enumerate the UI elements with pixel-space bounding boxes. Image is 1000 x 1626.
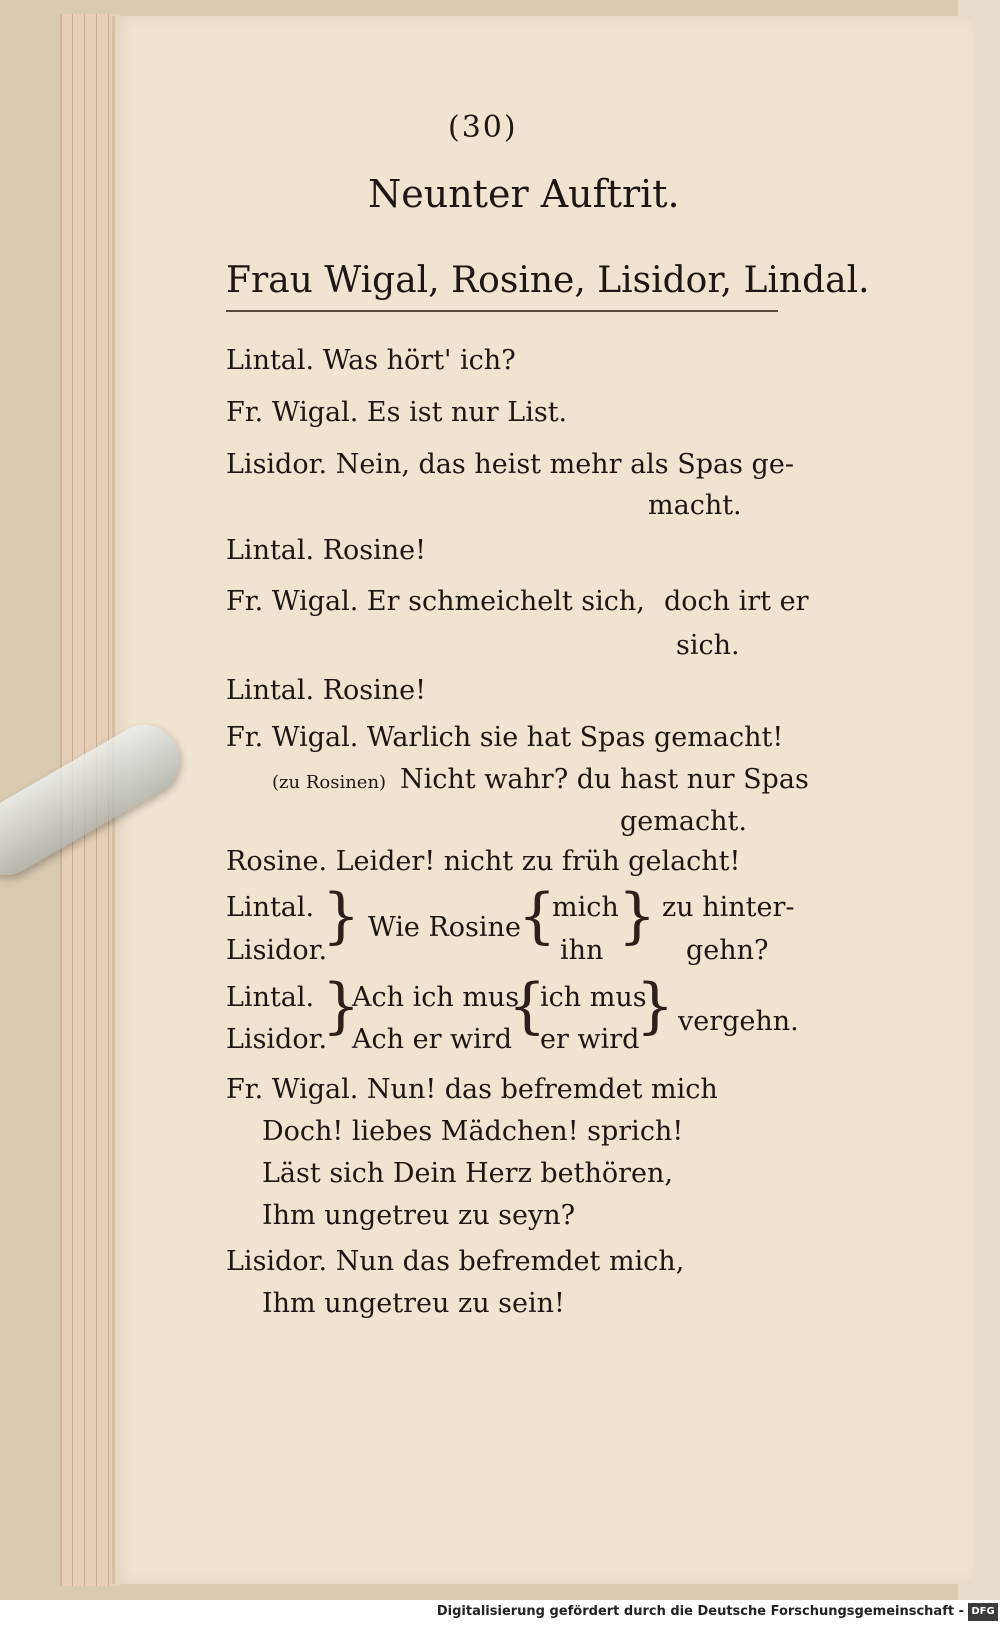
speaker-name: Lisidor.: [226, 1024, 328, 1055]
duet-text: gehn?: [686, 935, 769, 966]
cast-list: Frau Wigal, Rosine, Lisidor, Lindal.: [226, 260, 870, 301]
footer-credit: Digitalisierung gefördert durch die Deutsche Forschungsgemeinschaft -: [436, 1604, 964, 1619]
text-line: Fr. Wigal. Er schmeichelt sich,: [226, 586, 645, 617]
duet-text: Wie Rosine: [368, 912, 521, 943]
text-line: Fr. Wigal. Nun! das befremdet mich: [226, 1074, 718, 1105]
cast-underline: [226, 310, 778, 312]
brace-left: {: [508, 971, 547, 1041]
duet-text: zu hinter-: [662, 892, 795, 923]
text-line: Doch! liebes Mädchen! sprich!: [262, 1116, 684, 1147]
duet-text: Ach ich mus: [352, 982, 520, 1013]
text-line: Lintal. Rosine!: [226, 675, 426, 706]
text-line: Fr. Wigal. Es ist nur List.: [226, 397, 568, 428]
duet-text: er wird: [540, 1024, 640, 1055]
dfg-logo: DFG: [968, 1603, 998, 1621]
brace-right: }: [322, 971, 361, 1041]
text-line: Rosine. Leider! nicht zu früh gelacht!: [226, 846, 741, 877]
duet-text: Ach er wird: [352, 1024, 512, 1055]
duet-option: ihn: [560, 935, 604, 966]
text-line: Fr. Wigal. Warlich sie hat Spas gemacht!: [226, 722, 784, 753]
text-line-continuation: gemacht.: [620, 806, 747, 837]
brace-right: }: [636, 971, 675, 1041]
text-line: Lintal. Was hört' ich?: [226, 345, 516, 376]
page-number: (30): [448, 110, 518, 145]
text-line: Nicht wahr? du hast nur Spas: [400, 764, 809, 795]
text-line: Ihm ungetreu zu sein!: [262, 1288, 565, 1319]
footer-bar: [0, 1600, 1000, 1626]
text-line-continuation: doch irt er: [664, 586, 809, 617]
brace-right: }: [618, 881, 657, 951]
text-line: Lintal. Rosine!: [226, 535, 426, 566]
text-line: Lisidor. Nun das befremdet mich,: [226, 1246, 685, 1277]
text-line-continuation: sich.: [676, 630, 740, 661]
text-line: Ihm ungetreu zu seyn?: [262, 1200, 576, 1231]
text-line-continuation: macht.: [648, 490, 742, 521]
duet-text: vergehn.: [678, 1006, 799, 1037]
text-line: Läst sich Dein Herz bethören,: [262, 1158, 673, 1189]
speaker-name: Lintal.: [226, 982, 315, 1013]
duet-option: mich: [552, 892, 619, 923]
speaker-name: Lisidor.: [226, 935, 328, 966]
duet-text: ich mus: [540, 982, 647, 1013]
book-page: [112, 16, 973, 1584]
text-line: Lisidor. Nein, das heist mehr als Spas ge-: [226, 449, 794, 480]
scene-title: Neunter Auftrit.: [368, 172, 680, 216]
stage-direction: (zu Rosinen): [272, 772, 387, 793]
brace-right: }: [322, 881, 361, 951]
speaker-name: Lintal.: [226, 892, 315, 923]
brace-left: {: [518, 881, 557, 951]
